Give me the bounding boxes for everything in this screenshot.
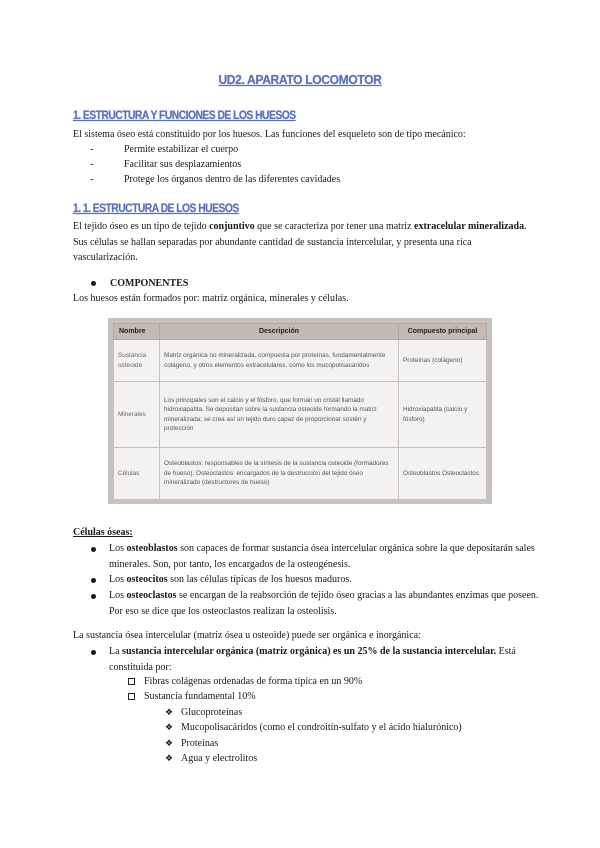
table-header: Compuesto principal bbox=[399, 324, 487, 340]
sub-sub-item: Agua y electrolitos bbox=[181, 753, 258, 764]
intercellular-bullet: La sustancia intercelular orgánica (matriz orgánica) es un 25% de la sustancia intercelular. Está constituida por: bbox=[109, 646, 516, 673]
function-item: Permite estabilizar el cuerpo bbox=[124, 144, 239, 155]
function-item: Protege los órganos dentro de las diferentes cavidades bbox=[124, 174, 341, 185]
table-header: Descripción bbox=[160, 324, 399, 340]
section-1-intro: El sistema óseo está constituido por los huesos. Las funciones del esqueleto son de tipo mecánico: bbox=[73, 129, 466, 140]
cells-bullet-3: Los osteoclastos se encargan de la reabsorción de tejido óseo gracias a las abundantes enzimas que poseen. Por eso se dice que los osteoclastos realizan la osteolisis. bbox=[109, 590, 539, 617]
bullet-icon bbox=[91, 281, 96, 286]
components-heading: COMPONENTES bbox=[91, 278, 188, 289]
cells-heading: Células óseas: bbox=[73, 527, 133, 538]
table-cell: Células bbox=[114, 448, 160, 500]
diamond-bullet-icon: ❖ bbox=[165, 722, 174, 732]
dash-bullet: - bbox=[90, 144, 94, 155]
checkbox-bullet-icon bbox=[128, 693, 135, 700]
table-cell: Sustancia osteoide bbox=[114, 340, 160, 382]
table-row bbox=[114, 340, 487, 382]
diamond-bullet-icon: ❖ bbox=[165, 738, 174, 748]
diamond-bullet-icon: ❖ bbox=[165, 753, 174, 763]
table-cell: Hidroxiapatita (calcio y fósforo) bbox=[399, 382, 487, 448]
checkbox-bullet-icon bbox=[128, 678, 135, 685]
function-item: Facilitar sus desplazamientos bbox=[124, 159, 242, 170]
intercellular-text: La sustancia ósea intercelular (matriz ósea u osteoide) puede ser orgánica e inorgánica: bbox=[73, 630, 421, 641]
table-cell: Minerales bbox=[114, 382, 160, 448]
dash-bullet: - bbox=[90, 159, 94, 170]
cells-bullet-2: Los osteocitos son las células típicas de los huesos maduros. bbox=[109, 574, 352, 585]
section-heading-1-1: 1. 1. ESTRUCTURA DE LOS HUESOS bbox=[73, 203, 239, 215]
dash-bullet: - bbox=[90, 174, 94, 185]
table-cell: Proteínas (colágeno) bbox=[399, 340, 487, 382]
section-heading-1: 1. ESTRUCTURA Y FUNCIONES DE LOS HUESOS bbox=[73, 110, 296, 122]
section-1-1-paragraph: El tejido óseo es un tipo de tejido conjuntivo que se caracteriza por tener una matriz extracelular mineralizada. Sus células se hallan separadas por abundante cantidad de sustancia intercelular, y presenta una rica vascularización. bbox=[73, 221, 527, 263]
table-cell: Osteoblastos Osteoclastos bbox=[399, 448, 487, 500]
table-cell: Osteoblastos: responsables de la síntesis de la sustancia osteoide (formadores de hueso). Osteoclastos: encargados de la destrucción del tejido óseo mineralizado (destructores de hueso) bbox=[160, 448, 399, 500]
sub-sub-item: Glucoproteínas bbox=[181, 707, 243, 718]
sub-item: Fibras colágenas ordenadas de forma típica en un 90% bbox=[144, 676, 363, 687]
bullet-icon bbox=[91, 547, 96, 552]
table-header: Nombre bbox=[114, 324, 160, 340]
table-row bbox=[114, 448, 487, 500]
bullet-icon bbox=[91, 578, 96, 583]
diamond-bullet-icon: ❖ bbox=[165, 707, 174, 717]
sub-sub-item: Mucopolisacáridos (como el condroitín-sulfato y el ácido hialurónico) bbox=[181, 722, 462, 733]
bullet-icon bbox=[91, 650, 96, 655]
cells-bullet-1: Los osteoblastos son capaces de formar sustancia ósea intercelular orgánica sobre la que depositarán sales minerales. Son, por tanto, los encargados de la osteogénesis. bbox=[109, 543, 535, 570]
components-table-image bbox=[108, 318, 492, 504]
sub-item: Sustancia fundamental 10% bbox=[144, 691, 256, 702]
table-cell: Los principales son el calcio y el fósforo, que forman un cristal llamado hidroxiapatita. Se depositan sobre la sustancia osteoide formando la matriz mineralizada; se crea así un tejido duro capaz de proporcionar sostén y protección bbox=[160, 382, 399, 448]
components-text: Los huesos están formados por: matriz orgánica, minerales y células. bbox=[73, 293, 349, 304]
table-cell: Matriz orgánica no mineralizada, compuesta por proteínas, fundamentalmente colágeno, y otros elementos extracelulares, como los mucopolisacáridos bbox=[160, 340, 399, 382]
sub-sub-item: Proteínas bbox=[181, 738, 219, 749]
bullet-icon bbox=[91, 594, 96, 599]
table-row bbox=[114, 382, 487, 448]
components-table bbox=[113, 323, 487, 500]
page-title: UD2. APARATO LOCOMOTOR bbox=[218, 72, 382, 87]
